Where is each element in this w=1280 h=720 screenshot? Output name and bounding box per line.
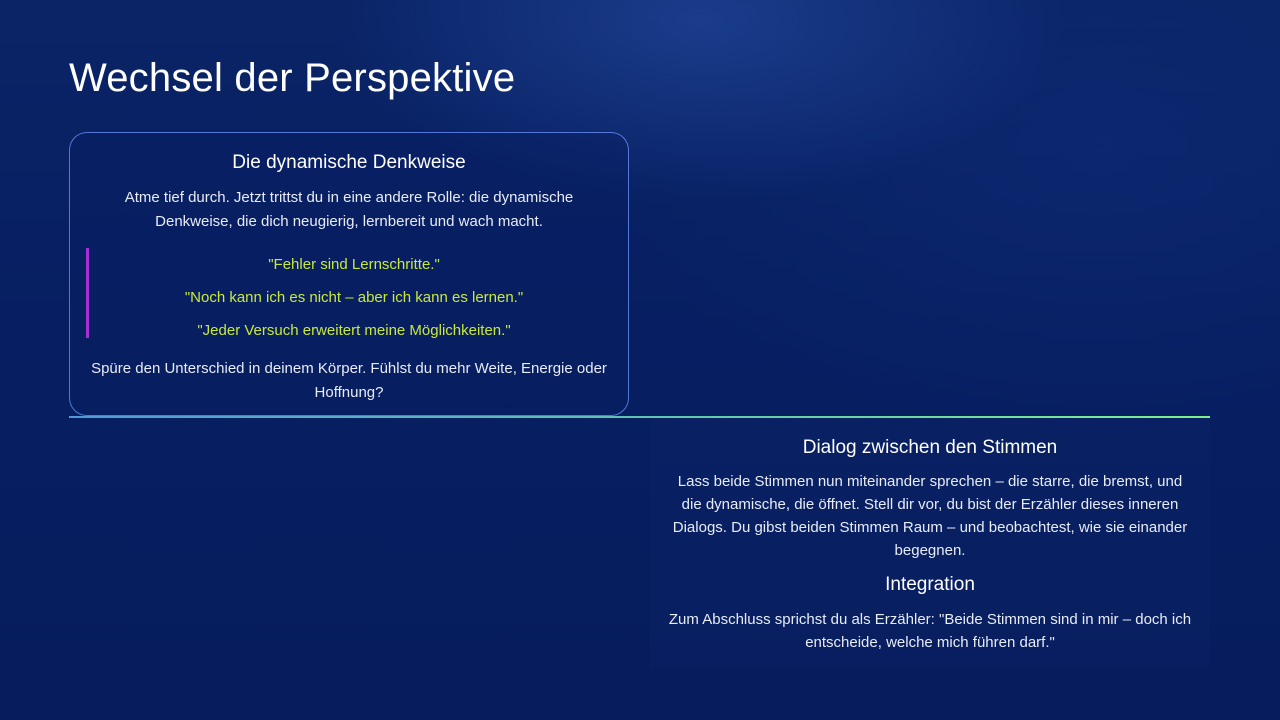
card-title: Die dynamische Denkweise [232,152,466,173]
dialog-text: Lass beide Stimmen nun miteinander sprechen – die starre, die bremst, und die dynamische, die öffnet. Stell dir vor, du bist der Erzähler dieses inneren Dialogs. Du gibst beiden Stimmen Raum – und beobachtest, wie sie einander begegnen. [672,473,1188,559]
integration-title: Integration [885,574,975,595]
quote-item: "Jeder Versuch erweitert meine Möglichkeiten." [197,322,511,339]
integration-text: Zum Abschluss sprichst du als Erzähler: "Beide Stimmen sind in mir – doch ich entscheide, welche mich führen darf." [668,611,1192,651]
dynamic-mindset-card [69,132,629,416]
quote-item: "Noch kann ich es nicht – aber ich kann es lernen." [184,289,524,306]
quote-item: "Fehler sind Lernschritte." [268,256,440,273]
affirmation-quotes [86,248,619,338]
slide-title: Wechsel der Perspektive [69,56,516,100]
dialog-panel [650,418,1210,668]
dialog-title: Dialog zwischen den Stimmen [802,437,1058,458]
card-intro-text: Atme tief durch. Jetzt trittst du in eine andere Rolle: die dynamische Denkweise, die dich neugierig, lernbereit und wach macht. [124,189,574,230]
card-outro-text: Spüre den Unterschied in deinem Körper. Fühlst du mehr Weite, Energie oder Hoffnung? [91,360,607,401]
